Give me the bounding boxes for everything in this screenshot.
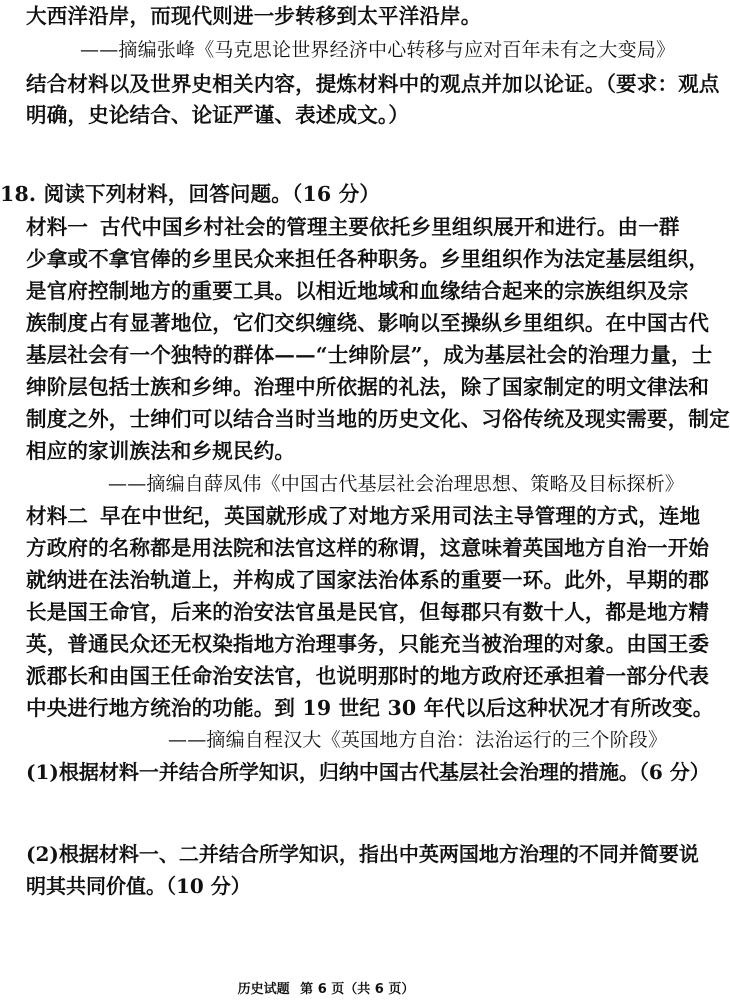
material-2-line: 英，普通民众还无权染指地方治理事务，只能充当被治理的对象。由国王委	[26, 632, 710, 656]
footer-subject: 历史试题	[237, 982, 290, 997]
prev-prompt-line2: 明确，史论结合、论证严谨、表述成文。）	[26, 103, 410, 127]
sub-question-1: (1)根据材料一并结合所学知识，归纳中国古代基层社会治理的措施。（6 分）	[26, 760, 710, 784]
material-2-line: 中央进行地方统治的功能。到 19 世纪 30 年代以后这种状况才有所改变。	[26, 696, 714, 720]
material-2-line: 早在中世纪，英国就形成了对地方采用司法主导管理的方式，连地	[100, 504, 701, 528]
material-2-line: 长是国王命官，后来的治安法官虽是民官，但每郡只有数十人，都是地方精	[26, 600, 710, 624]
question-18-heading: 18. 阅读下列材料，回答问题。（16 分）	[0, 182, 381, 206]
prev-material-last-line: 大西洋沿岸，而现代则进一步转移到太平洋沿岸。	[26, 4, 482, 28]
material-1-line: 少拿或不拿官俸的乡里民众来担任各种职务。乡里组织作为法定基层组织，	[26, 247, 710, 271]
material-1-line: 制度之外，士绅们可以结合当时当地的历史文化、习俗传统及现实需要，制定	[26, 407, 730, 431]
prev-prompt-line1: 结合材料以及世界史相关内容，提炼材料中的观点并加以论证。（要求：观点	[26, 72, 720, 96]
material-1-line: 绅阶层包括士族和乡绅。治理中所依据的礼法，除了国家制定的明文律法和	[26, 375, 710, 399]
material-1-label: 材料一	[26, 215, 89, 239]
sub-question-2-line2: 明其共同价值。（10 分）	[26, 874, 251, 898]
material-2-line: 派郡长和由国王任命治安法官，也说明那时的地方政府还承担着一部分代表	[26, 664, 710, 688]
material-1-source: ——摘编自薛凤伟《中国古代基层社会治理思想、策略及目标探析》	[108, 473, 685, 495]
material-2-source: ——摘编自程汉大《英国地方自治：法治运行的三个阶段》	[168, 729, 668, 751]
footer-page-number: 第 6 页（共 6 页）	[300, 982, 415, 997]
sub-question-2-line1: (2)根据材料一、二并结合所学知识，指出中英两国地方治理的不同并简要说	[26, 842, 699, 866]
material-1-line: 古代中国乡村社会的管理主要依托乡里组织展开和进行。由一群	[100, 215, 680, 239]
material-1-line: 基层社会有一个独特的群体——“士绅阶层”，成为基层社会的治理力量，士	[26, 343, 713, 367]
material-2-line: 就纳进在法治轨道上，并构成了国家法治体系的重要一环。此外，早期的郡	[26, 568, 710, 592]
prev-material-source: ——摘编张峰《马克思论世界经济中心转移与应对百年未有之大变局》	[80, 39, 676, 61]
material-1-line: 相应的家训族法和乡规民约。	[26, 439, 296, 463]
material-1-line: 族制度占有显著地位，它们交织缠绕、影响以至操纵乡里组织。在中国古代	[26, 311, 710, 335]
page-footer	[0, 978, 652, 997]
material-2-label: 材料二	[26, 504, 89, 528]
material-2-line: 方政府的名称都是用法院和法官这样的称谓，这意味着英国地方自治一开始	[26, 536, 710, 560]
material-1-line: 是官府控制地方的重要工具。以相近地域和血缘结合起来的宗族组织及宗	[26, 279, 689, 303]
